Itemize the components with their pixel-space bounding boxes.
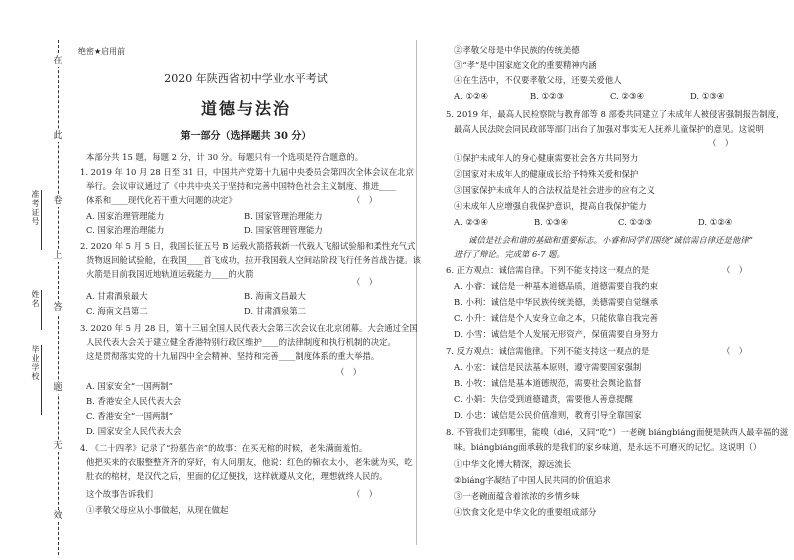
candidate-number-rule bbox=[41, 190, 42, 250]
exam-title: 2020 年陕西省初中学业水平考试 bbox=[164, 72, 328, 85]
question-1-text: 举行。会议审议通过了《中共中央关于坚持和完善中国特色社会主义制度、推进____ bbox=[86, 181, 396, 191]
binding-char: 效 bbox=[51, 510, 65, 522]
binding-char: 在 bbox=[51, 55, 65, 67]
question-3-text: 人民代表大会关于建立健全香港特别行政区维护____的法律制度和执行机制的决定。 bbox=[86, 337, 396, 347]
debate-intro: 诚信是社会和谐的基础和重要标志。小睿和同学们围绕“诚信需自律还是他律” bbox=[468, 235, 753, 245]
answer-bracket: （ ） bbox=[722, 265, 748, 275]
question-4-text: 肚衣的棺材，是汉代之后，里面的亿辽便找，这样就遵从文化，理想就终人民的。 bbox=[86, 471, 388, 481]
answer-bracket: （ ） bbox=[352, 195, 378, 205]
question-3-text: 3. 2020 年 5 月 28 日，第十三届全国人民代表大会第三次会议在北京闭幕。大会通过全国 bbox=[80, 323, 418, 333]
option-d: D. 小雪：诚信是个人发展无形资产，保值需要自身努力 bbox=[454, 329, 659, 339]
statement-item: ③国家保护未成年人的合法权益是社会进步的应有之义 bbox=[454, 185, 655, 195]
option-b: B. 小牧：诚信是基本道德规范，需要社会舆论监督 bbox=[454, 378, 642, 388]
name-label: 姓名 bbox=[31, 290, 40, 308]
question-5-text: 最高人民法院会同民政部等部门出台了加强对事实无人抚养儿童保护的意见。这说明 bbox=[454, 124, 764, 134]
option-b: B. 海南文昌最大 bbox=[244, 291, 306, 301]
option-c: C. 小娟：失信受到道德谴责，需要他人善意提醒 bbox=[454, 394, 633, 404]
option-d: D. 小忠：诚信是公民价值准则，教育引导全靠国家 bbox=[454, 410, 642, 420]
question-5-text: 5. 2019 年，最高人民检察院与教育部等 8 部委共同建立了未成年人被侵害强制报告制度， bbox=[446, 109, 785, 119]
statement-item: ④未成年人应增强自我保护意识，提高自我保护能力 bbox=[454, 201, 647, 211]
option-d: D. ①③④ bbox=[690, 91, 725, 101]
option-b: B. ①②③ bbox=[530, 91, 565, 101]
option-c: C. 小升：诚信是个人安身立命之本，只能依靠自我完善 bbox=[454, 313, 659, 323]
option-c: C. 香港安全“一国两制” bbox=[86, 411, 173, 421]
instructions-text: 本部分共 15 题，每题 2 分，计 30 分。每题只有一个选项是符合题意的。 bbox=[86, 152, 364, 162]
binding-char: 无 bbox=[51, 440, 65, 452]
answer-bracket: （ ） bbox=[336, 367, 362, 377]
name-field bbox=[28, 290, 50, 330]
school-rule bbox=[41, 345, 42, 415]
candidate-number-label: 准考证号 bbox=[31, 190, 40, 226]
option-a: A. ①②④ bbox=[454, 91, 488, 101]
question-4-text: 4. 《二十四孝》记录了“扮墓告亲”的故事：在买无棺的时候，老朱满面羞怕。 bbox=[80, 443, 368, 453]
question-8-text: 味。biángbiáng面承载的是我们的家乡味道，是永远不可磨灭的记忆。这说明（） bbox=[454, 442, 762, 452]
binding-dashed-line bbox=[58, 40, 59, 555]
option-c: C. 国家治理治理能力 bbox=[86, 225, 165, 235]
option-c: C. 海南文昌第二 bbox=[86, 306, 148, 316]
statement-item: ④在生活中，不仅要孝敬父母，还要关爱他人 bbox=[454, 75, 622, 85]
part-title: 第一部分（选择题共 30 分） bbox=[180, 131, 312, 142]
binding-strip bbox=[0, 0, 76, 560]
answer-bracket: （ ） bbox=[352, 489, 378, 499]
option-d: D. 国家安全人民代表大会 bbox=[86, 426, 182, 436]
binding-char: 上 bbox=[51, 250, 65, 262]
question-4-text: 他把买来的衣服整整齐齐的穿好，有人问朋友，他说：红色的棉衣太小，老朱就为买，吃 bbox=[86, 457, 413, 467]
statement-item: ①孝敬父母应从小事做起，从现在做起 bbox=[86, 505, 229, 515]
question-2-text: 货物返回舱试验舱，在我国____首飞成功，拉开我国载人空间站阶段飞行任务首战告捷。该 bbox=[86, 255, 421, 265]
binding-char: 卷 bbox=[51, 195, 65, 207]
question-3-text: 这是贯彻落实党的十九届四中全会精神、坚持和完善____制度体系的重大举措。 bbox=[86, 351, 380, 361]
binding-char: 题 bbox=[51, 382, 65, 394]
school-label: 毕业学校 bbox=[31, 345, 40, 381]
statement-item: ①保护未成年人的身心健康需要社会各方共同努力 bbox=[454, 153, 639, 163]
statement-item: ②biáng字凝结了中国人民共同的价值追求 bbox=[454, 475, 611, 485]
option-b: B. 国家管理治理能力 bbox=[244, 211, 323, 221]
question-6-text: 6. 正方观点：诚信需自律。下列不能支持这一观点的是 bbox=[446, 265, 650, 275]
option-d: D. 甘肃酒泉第二 bbox=[244, 306, 306, 316]
statement-item: ①中华文化博大精深，源远流长 bbox=[454, 459, 572, 469]
option-a: A. 国家安全“一国两制” bbox=[86, 381, 173, 391]
question-7-text: 7. 反方观点：诚信需他律。下列不能支持这一观点的是 bbox=[446, 346, 650, 356]
name-rule bbox=[41, 290, 42, 330]
debate-intro: 进行了辩论。完成第 6-7 题。 bbox=[454, 249, 565, 259]
option-b: B. 小利：诚信是中华民族传统美德，美德需要自觉继承 bbox=[454, 297, 659, 307]
option-d: D. ①②④ bbox=[698, 217, 733, 227]
question-1-text: 体系和____现代化若干重大问题的决定》 bbox=[86, 195, 237, 205]
option-a: A. 小宏：诚信是民法基本原则，遵守需要国家强制 bbox=[454, 362, 642, 372]
option-c: C. ①②③ bbox=[618, 217, 652, 227]
question-2-text: 火箭是目前我国近地轨道运载能力____的火箭 bbox=[86, 269, 254, 279]
question-1-text: 1. 2019 年 10 月 28 日至 31 日，中国共产党第十九届中央委员会第四次全体会议在北京 bbox=[80, 167, 414, 177]
statement-item: ②孝敬父母是中华民族的传统美德 bbox=[454, 45, 580, 55]
school-field bbox=[28, 345, 50, 415]
subject-title: 道德与法治 bbox=[200, 99, 291, 118]
binding-char: 此 bbox=[51, 130, 65, 142]
option-d: D. 国家管理管理能力 bbox=[244, 225, 323, 235]
question-2-text: 2. 2020 年 5 月 5 日，我国长征五号 B 运载火箭搭载新一代载人飞船试验船和柔性充气式 bbox=[80, 241, 416, 251]
option-a: A. 国家治理管理能力 bbox=[86, 211, 165, 221]
answer-bracket: （ ） bbox=[708, 138, 734, 148]
statement-item: ④饮食文化是中华文化的重要组成部分 bbox=[454, 507, 597, 517]
statement-item: ③一老碗面蕴含着浓浓的乡情乡味 bbox=[454, 491, 580, 501]
binding-char: 答 bbox=[51, 302, 65, 314]
answer-bracket: （ ） bbox=[352, 277, 378, 287]
option-a: A. ②③④ bbox=[454, 217, 488, 227]
statement-item: ③“孝”是中国家庭文化的重要精神内涵 bbox=[454, 60, 597, 70]
question-8-text: 8. 不管我们走到哪里，能嗅（dié，又同“吃”）一老碗 biángbiáng面便是陕西人最幸福的滋 bbox=[446, 427, 789, 437]
column-divider bbox=[416, 40, 417, 545]
option-b: B. 香港安全人民代表大会 bbox=[86, 396, 182, 406]
question-4-text: 这个故事告诉我们 bbox=[86, 489, 153, 499]
option-c: C. ②③④ bbox=[610, 91, 644, 101]
secret-label: 绝密★启用前 bbox=[78, 47, 126, 56]
answer-bracket: （ ） bbox=[722, 346, 748, 356]
option-a: A. 小睿：诚信是一种基本道德品质，道德需要自我约束 bbox=[454, 281, 658, 291]
candidate-number-field bbox=[28, 190, 50, 250]
option-a: A. 甘肃酒泉最大 bbox=[86, 291, 148, 301]
option-b: B. ①③④ bbox=[534, 217, 569, 227]
statement-item: ②国家对未成年人的健康成长给予特殊关爱和保护 bbox=[454, 169, 639, 179]
